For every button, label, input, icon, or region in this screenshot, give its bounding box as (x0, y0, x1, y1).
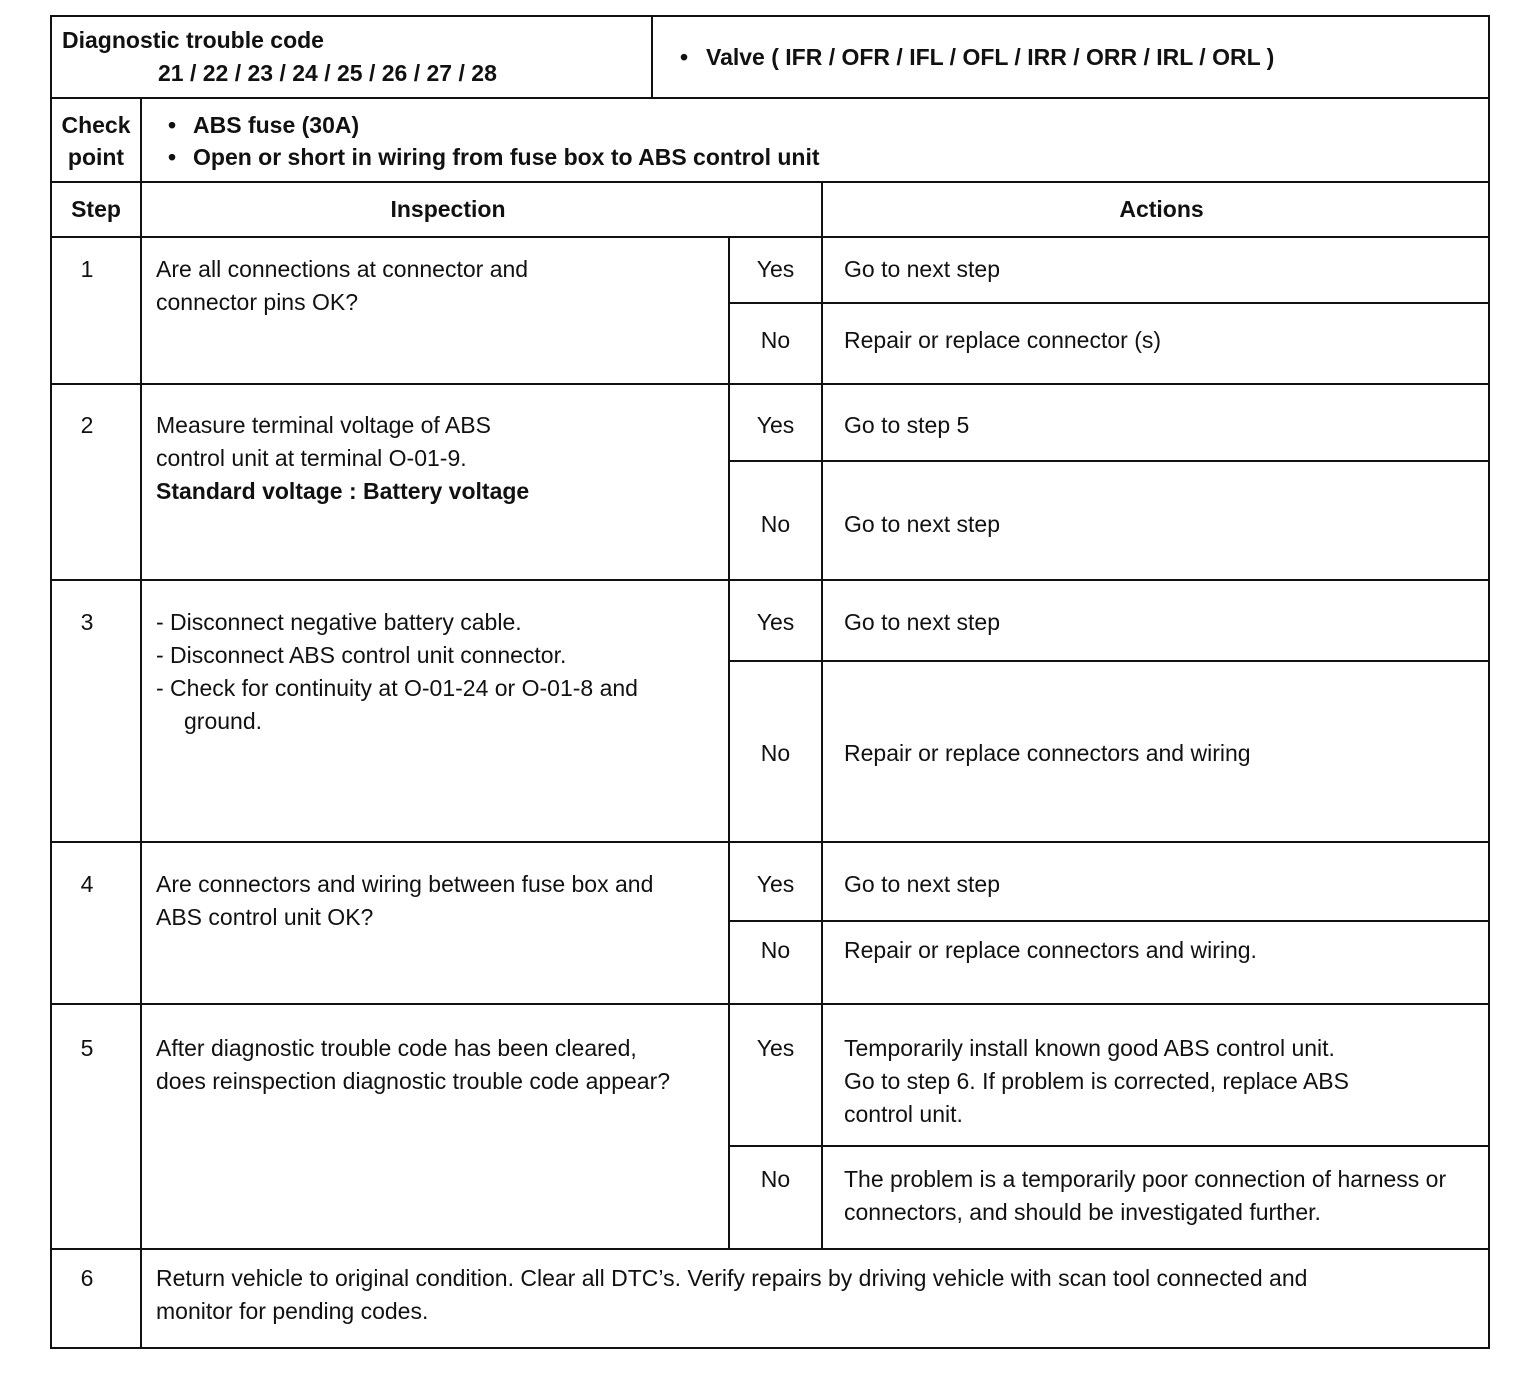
no-label: No (760, 327, 791, 353)
no-action: Repair or replace connectors and wiring (844, 740, 1251, 766)
yes-label: Yes (756, 871, 795, 897)
column-header-step: Step (71, 196, 121, 222)
inspection-text: Are all connections at connector and (156, 256, 529, 282)
step-number: 2 (80, 412, 94, 438)
inspection-text: monitor for pending codes. (156, 1298, 429, 1324)
yes-label: Yes (756, 1035, 795, 1061)
valve-list: Valve ( IFR / OFR / IFL / OFL / IRR / ORR / IRL / ORL ) (706, 44, 1275, 70)
dtc-codes: 21 / 22 / 23 / 24 / 25 / 26 / 27 / 28 (158, 60, 497, 86)
no-label: No (760, 740, 791, 766)
step-number: 1 (80, 256, 94, 282)
step-number: 6 (80, 1265, 94, 1291)
yes-no-divider (728, 1145, 1488, 1147)
row-divider (52, 383, 1488, 385)
row-divider (52, 181, 1488, 183)
row-divider (52, 579, 1488, 581)
dtc-label: Diagnostic trouble code (62, 27, 324, 53)
inspection-text: does reinspection diagnostic trouble code appear? (156, 1068, 671, 1094)
no-action: Repair or replace connectors and wiring. (844, 937, 1257, 963)
header-divider (651, 17, 653, 98)
inspection-text: After diagnostic trouble code has been cleared, (156, 1035, 637, 1061)
actions-column-divider (821, 181, 823, 1249)
inspection-text: Return vehicle to original condition. Clear all DTC’s. Verify repairs by driving vehicle with scan tool connected and (156, 1265, 1308, 1291)
yes-label: Yes (756, 412, 795, 438)
step-number: 5 (80, 1035, 94, 1061)
inspection-text: connector pins OK? (156, 289, 359, 315)
step-number: 4 (80, 871, 94, 897)
inspection-text: Are connectors and wiring between fuse box and (156, 871, 654, 897)
inspection-text: - Disconnect negative battery cable. (156, 609, 522, 635)
inspection-text: control unit at terminal O-01-9. (156, 445, 467, 471)
no-action: The problem is a temporarily poor connection of harness or (844, 1166, 1447, 1192)
yes-action: control unit. (844, 1101, 963, 1127)
row-divider (52, 236, 1488, 238)
yes-no-divider (728, 460, 1488, 462)
yes-no-divider (728, 302, 1488, 304)
row-divider (52, 841, 1488, 843)
inspection-text: ABS control unit OK? (156, 904, 374, 930)
no-action: connectors, and should be investigated further. (844, 1199, 1321, 1225)
inspection-text: Measure terminal voltage of ABS (156, 412, 491, 438)
row-divider (52, 1003, 1488, 1005)
no-label: No (760, 1166, 791, 1192)
valve-bullet: • (680, 44, 689, 70)
checkpoint-bullet: • (168, 112, 177, 138)
diagnostic-table (50, 15, 1490, 1349)
inspection-text: ground. (184, 708, 263, 734)
no-action: Go to next step (844, 511, 1000, 537)
step-number: 3 (80, 609, 94, 635)
yes-action: Go to step 5 (844, 412, 970, 438)
checkpoint-item: ABS fuse (30A) (193, 112, 360, 138)
checkpoint-label-line1: Check (61, 112, 131, 138)
yes-action: Go to next step (844, 871, 1000, 897)
step-column-divider (140, 97, 142, 1349)
yes-action: Temporarily install known good ABS control unit. (844, 1035, 1335, 1061)
checkpoint-bullet: • (168, 144, 177, 170)
yes-label: Yes (756, 256, 795, 282)
yes-action: Go to step 6. If problem is corrected, replace ABS (844, 1068, 1349, 1094)
inspection-text: - Disconnect ABS control unit connector. (156, 642, 567, 668)
column-header-actions: Actions (1119, 196, 1204, 222)
yes-no-divider (728, 920, 1488, 922)
no-label: No (760, 937, 791, 963)
inspection-text: - Check for continuity at O-01-24 or O-01-8 and (156, 675, 638, 701)
checkpoint-item: Open or short in wiring from fuse box to ABS control unit (193, 144, 820, 170)
no-action: Repair or replace connector (s) (844, 327, 1162, 353)
row-divider (52, 97, 1488, 99)
yes-action: Go to next step (844, 256, 1000, 282)
checkpoint-label-line2: point (67, 144, 125, 170)
yes-no-divider (728, 660, 1488, 662)
yes-action: Go to next step (844, 609, 1000, 635)
column-header-inspection: Inspection (390, 196, 506, 222)
standard-voltage: Standard voltage : Battery voltage (156, 478, 530, 504)
yes-label: Yes (756, 609, 795, 635)
no-label: No (760, 511, 791, 537)
row-divider (52, 1248, 1488, 1250)
